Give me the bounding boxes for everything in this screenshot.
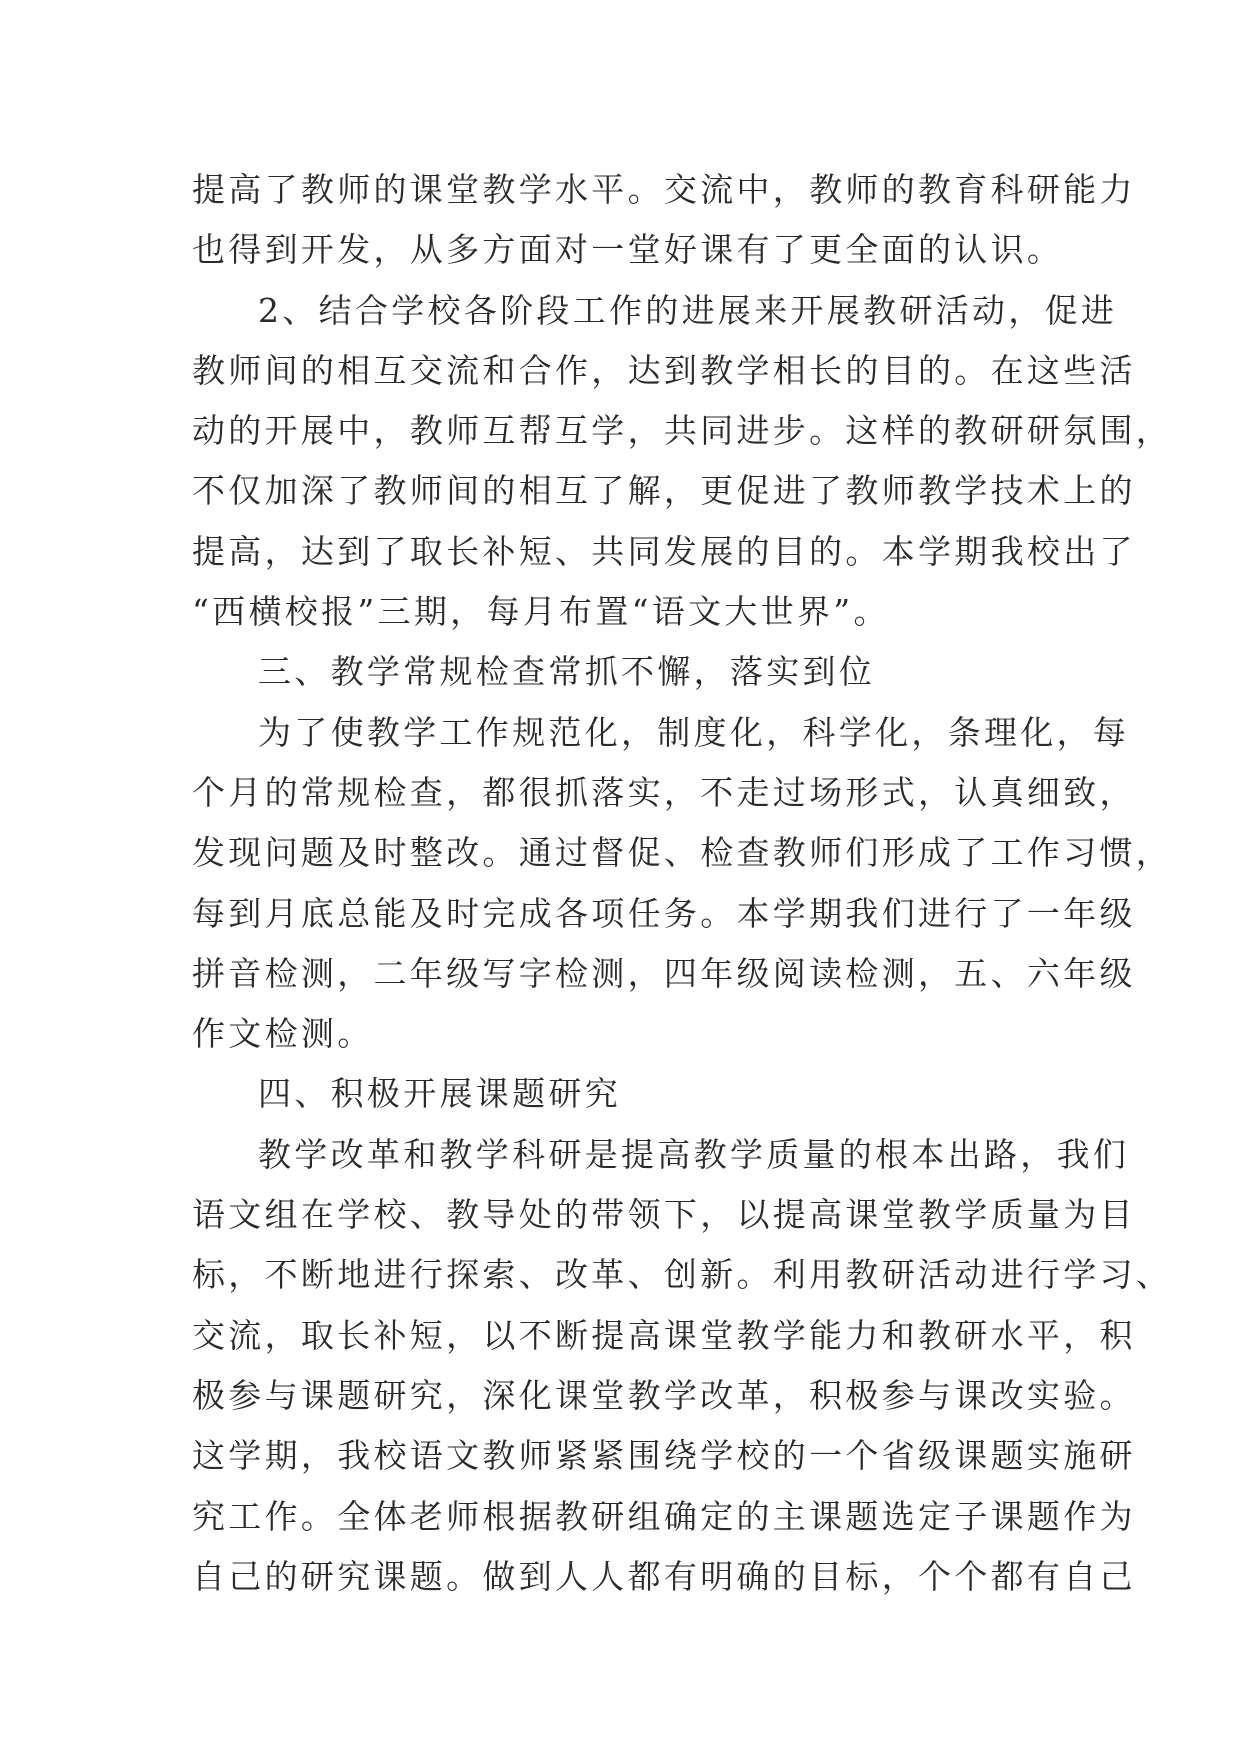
- text-line: 极参与课题研究，深化课堂教学改革，积极参与课改实验。: [192, 1375, 1136, 1415]
- text-line: 三、教学常规检查常抓不懈，落实到位: [258, 652, 876, 692]
- text-line: 自己的研究课题。做到人人都有明确的目标，个个都有自己: [192, 1556, 1136, 1596]
- text-line: 教学改革和教学科研是提高教学质量的根本出路，我们: [258, 1134, 1130, 1174]
- text-line: “西横校报”三期，每月布置“语文大世界”。: [192, 592, 890, 632]
- text-line: 动的开展中，教师互帮互学，共同进步。这样的教研研氛围，: [192, 411, 1173, 451]
- text-line: 交流，取长补短，以不断提高课堂教学能力和教研水平，积: [192, 1315, 1136, 1355]
- text-line: 标，不断地进行探索、改革、创新。利用教研活动进行学习、: [192, 1255, 1173, 1295]
- text-line: 这学期，我校语文教师紧紧围绕学校的一个省级课题实施研: [192, 1436, 1136, 1476]
- text-line: 也得到开发，从多方面对一堂好课有了更全面的认识。: [192, 230, 1064, 270]
- text-line: 2、结合学校各阶段工作的进展来开展教研活动，促进: [258, 290, 1118, 330]
- text-line: 四、积极开展课题研究: [258, 1074, 621, 1114]
- text-line: 教师间的相互交流和合作，达到教学相长的目的。在这些活: [192, 350, 1136, 390]
- text-line: 拼音检测，二年级写字检测，四年级阅读检测，五、六年级: [192, 953, 1136, 993]
- text-line: 提高，达到了取长补短、共同发展的目的。本学期我校出了: [192, 531, 1136, 571]
- text-line: 发现问题及时整改。通过督促、检查教师们形成了工作习惯，: [192, 833, 1173, 873]
- text-line: 不仅加深了教师间的相互了解，更促进了教师教学技术上的: [192, 471, 1136, 511]
- text-line: 为了使教学工作规范化，制度化，科学化，条理化，每: [258, 712, 1130, 752]
- text-line: 语文组在学校、教导处的带领下，以提高课堂教学质量为目: [192, 1195, 1136, 1235]
- text-line: 究工作。全体老师根据教研组确定的主课题选定子课题作为: [192, 1496, 1136, 1536]
- text-line: 个月的常规检查，都很抓落实，不走过场形式，认真细致，: [192, 772, 1136, 812]
- text-line: 作文检测。: [192, 1014, 374, 1054]
- text-line: 提高了教师的课堂教学水平。交流中，教师的教育科研能力: [192, 170, 1136, 209]
- document-body: [192, 160, 1173, 1607]
- text-line: 每到月底总能及时完成各项任务。本学期我们进行了一年级: [192, 893, 1136, 933]
